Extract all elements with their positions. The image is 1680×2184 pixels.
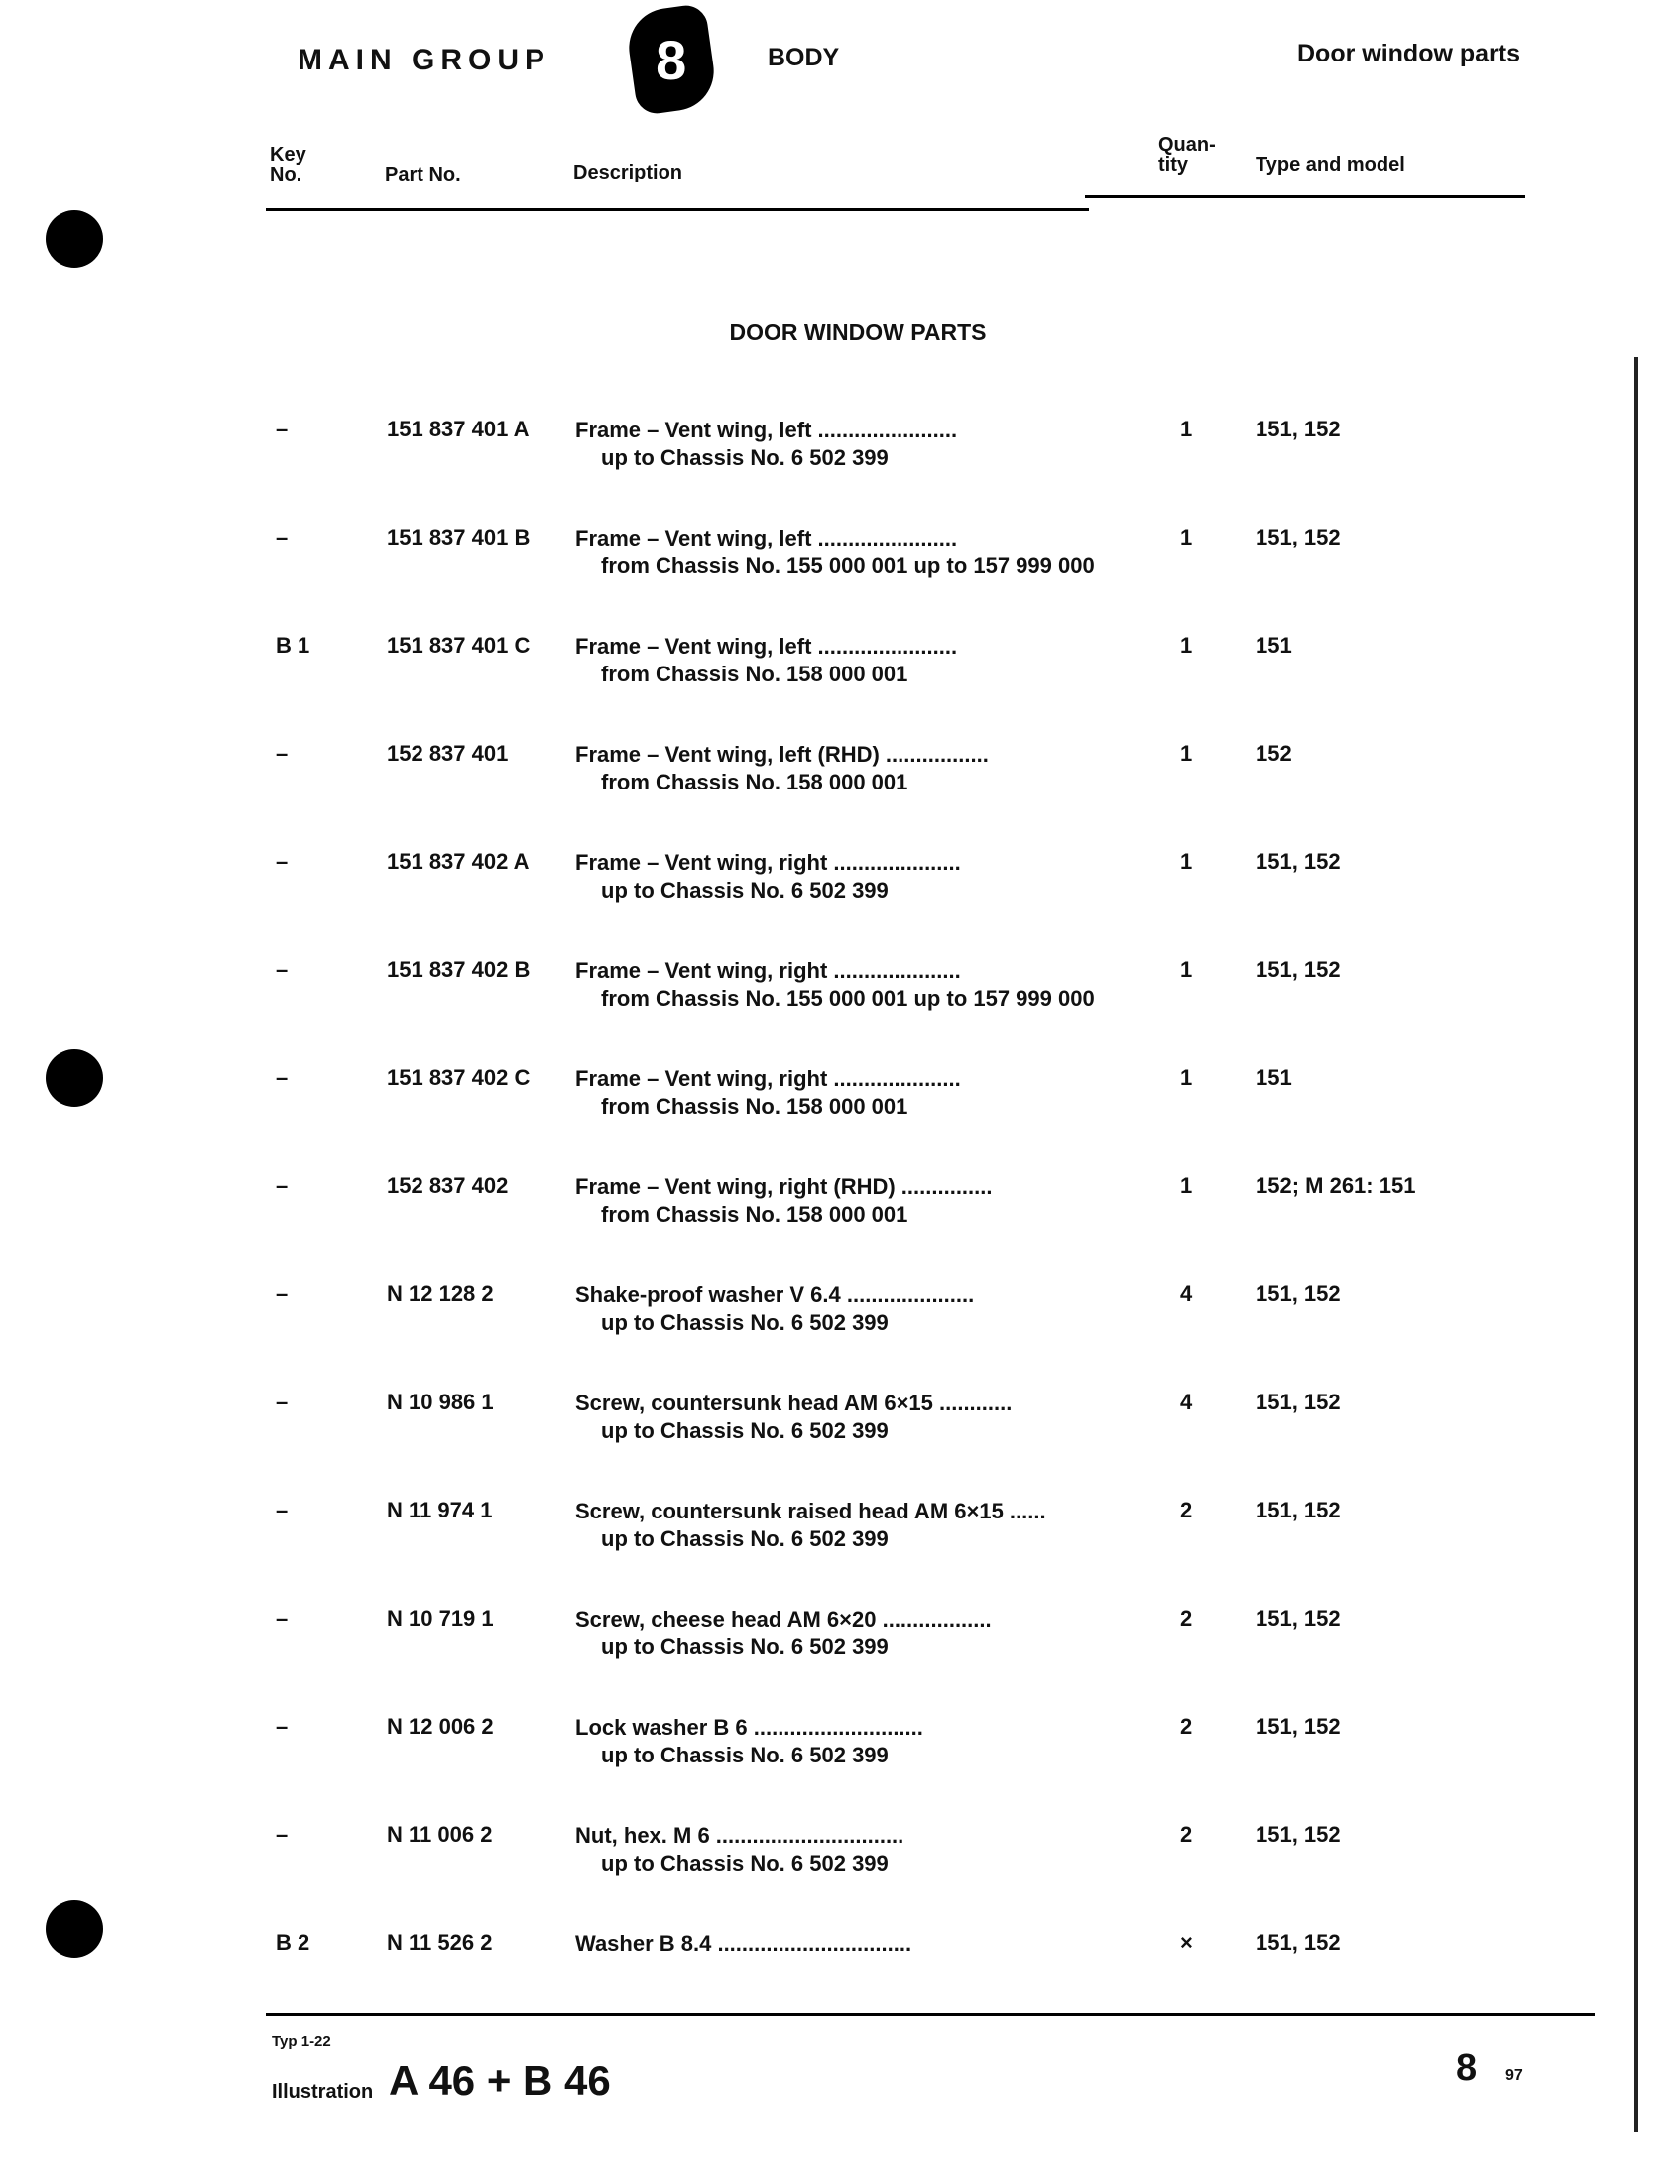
table-row — [0, 1822, 1680, 1930]
illustration-reference: A 46 + B 46 — [389, 2057, 611, 2104]
key-no-cell: – — [276, 417, 289, 441]
type-model-cell: 151, 152 — [1256, 1390, 1341, 1414]
part-no-cell: N 11 974 1 — [387, 1498, 493, 1522]
group-name: BODY — [768, 44, 840, 71]
key-no-cell: B 1 — [276, 633, 310, 658]
description-cell — [575, 633, 1148, 688]
description-chassis-note: from Chassis No. 155 000 001 up to 157 999 000 — [601, 986, 1095, 1011]
table-row — [0, 1281, 1680, 1390]
description-chassis-note: up to Chassis No. 6 502 399 — [601, 1418, 889, 1443]
page-number: 97 — [1505, 2067, 1523, 2084]
part-no-cell: 151 837 401 B — [387, 525, 531, 549]
header-rule-right — [1085, 195, 1525, 198]
column-key-no-line1: Key — [270, 144, 306, 166]
quantity-cell: 1 — [1180, 417, 1193, 441]
quantity-cell: 4 — [1180, 1281, 1193, 1306]
column-type-model: Type and model — [1256, 154, 1405, 176]
section-heading: DOOR WINDOW PARTS — [729, 319, 987, 345]
table-row — [0, 1606, 1680, 1714]
description-chassis-note: from Chassis No. 158 000 001 — [601, 1094, 908, 1119]
description-cell — [575, 525, 1148, 580]
type-model-cell: 151, 152 — [1256, 525, 1341, 549]
quantity-cell: 1 — [1180, 1065, 1193, 1090]
type-model-cell: 151, 152 — [1256, 1822, 1341, 1847]
column-key-no — [270, 145, 306, 184]
description-cell — [575, 417, 1148, 472]
description-line: Frame – Vent wing, right ..................... — [575, 958, 961, 983]
illustration-label: Illustration — [272, 2081, 374, 2103]
table-row — [0, 417, 1680, 525]
description-chassis-note: up to Chassis No. 6 502 399 — [601, 1635, 889, 1659]
part-no-cell: 151 837 402 C — [387, 1065, 531, 1090]
description-cell — [575, 1281, 1148, 1337]
quantity-cell: 1 — [1180, 1173, 1193, 1198]
description-cell — [575, 1498, 1148, 1553]
binder-hole-top — [46, 210, 103, 268]
part-no-cell: 152 837 401 — [387, 741, 509, 766]
column-quantity-line2: tity — [1158, 154, 1188, 176]
quantity-cell: 1 — [1180, 849, 1193, 874]
type-model-cell: 151, 152 — [1256, 957, 1341, 982]
description-line: Screw, countersunk raised head AM 6×15 ...... — [575, 1499, 1046, 1523]
table-row — [0, 1498, 1680, 1606]
main-group-label: MAIN GROUP — [298, 44, 550, 76]
description-line: Lock washer B 6 ............................ — [575, 1715, 923, 1740]
table-row — [0, 1930, 1680, 2038]
header-rule — [266, 208, 1089, 211]
description-line: Frame – Vent wing, right ..................... — [575, 850, 961, 875]
table-row — [0, 1390, 1680, 1498]
column-quantity-line1: Quan- — [1158, 134, 1216, 156]
key-no-cell: – — [276, 957, 289, 982]
description-cell — [575, 1822, 1148, 1878]
type-model-cell: 152 — [1256, 741, 1292, 766]
description-line: Frame – Vent wing, left ....................... — [575, 418, 958, 442]
group-number-badge — [624, 3, 719, 116]
description-chassis-note: from Chassis No. 155 000 001 up to 157 999 000 — [601, 553, 1095, 578]
part-no-cell: N 11 006 2 — [387, 1822, 493, 1847]
description-line: Shake-proof washer V 6.4 ..................... — [575, 1282, 975, 1307]
table-row — [0, 741, 1680, 849]
quantity-cell: 2 — [1180, 1822, 1193, 1847]
parts-table — [0, 417, 1680, 2038]
key-no-cell: – — [276, 741, 289, 766]
type-model-cell: 152; M 261: 151 — [1256, 1173, 1416, 1198]
description-chassis-note: from Chassis No. 158 000 001 — [601, 770, 908, 794]
type-model-cell: 151, 152 — [1256, 1498, 1341, 1522]
description-chassis-note: up to Chassis No. 6 502 399 — [601, 1743, 889, 1767]
table-row — [0, 1173, 1680, 1281]
key-no-cell: – — [276, 1498, 289, 1522]
description-line: Frame – Vent wing, left ....................... — [575, 526, 958, 550]
type-model-cell: 151 — [1256, 1065, 1292, 1090]
part-no-cell: 151 837 402 A — [387, 849, 530, 874]
description-cell — [575, 1390, 1148, 1445]
description-line: Screw, cheese head AM 6×20 .................. — [575, 1607, 992, 1632]
table-row — [0, 525, 1680, 633]
column-description: Description — [573, 162, 683, 183]
description-chassis-note: up to Chassis No. 6 502 399 — [601, 1851, 889, 1876]
key-no-cell: – — [276, 1173, 289, 1198]
quantity-cell: 2 — [1180, 1714, 1193, 1739]
description-cell — [575, 1173, 1148, 1229]
description-chassis-note: from Chassis No. 158 000 001 — [601, 662, 908, 686]
part-no-cell: 151 837 401 C — [387, 633, 531, 658]
type-model-cell: 151, 152 — [1256, 417, 1341, 441]
description-line: Nut, hex. M 6 ............................... — [575, 1823, 904, 1848]
column-part-no: Part No. — [385, 164, 461, 185]
type-model-cell: 151, 152 — [1256, 1281, 1341, 1306]
page-group-number: 8 — [1456, 2047, 1478, 2089]
description-line: Frame – Vent wing, right (RHD) ............... — [575, 1174, 993, 1199]
part-no-cell: N 11 526 2 — [387, 1930, 493, 1955]
section-title-header: Door window parts — [1297, 40, 1520, 67]
table-row — [0, 957, 1680, 1065]
type-model-cell: 151, 152 — [1256, 1714, 1341, 1739]
key-no-cell: – — [276, 1390, 289, 1414]
key-no-cell: – — [276, 1281, 289, 1306]
column-key-no-line2: No. — [270, 164, 302, 185]
quantity-cell: 2 — [1180, 1606, 1193, 1631]
part-no-cell: 152 837 402 — [387, 1173, 509, 1198]
key-no-cell: B 2 — [276, 1930, 310, 1955]
quantity-cell: × — [1180, 1930, 1193, 1955]
part-no-cell: N 10 719 1 — [387, 1606, 494, 1631]
part-no-cell: N 10 986 1 — [387, 1390, 494, 1414]
description-chassis-note: up to Chassis No. 6 502 399 — [601, 878, 889, 903]
table-row — [0, 849, 1680, 957]
key-no-cell: – — [276, 1822, 289, 1847]
description-chassis-note: up to Chassis No. 6 502 399 — [601, 1310, 889, 1335]
description-cell — [575, 1930, 1148, 1958]
description-cell — [575, 1606, 1148, 1661]
key-no-cell: – — [276, 849, 289, 874]
key-no-cell: – — [276, 525, 289, 549]
description-chassis-note: up to Chassis No. 6 502 399 — [601, 445, 889, 470]
description-cell — [575, 957, 1148, 1013]
quantity-cell: 1 — [1180, 741, 1193, 766]
description-cell — [575, 849, 1148, 905]
table-row — [0, 1065, 1680, 1173]
key-no-cell: – — [276, 1065, 289, 1090]
group-number: 8 — [656, 28, 687, 91]
part-no-cell: N 12 128 2 — [387, 1281, 494, 1306]
quantity-cell: 2 — [1180, 1498, 1193, 1522]
description-line: Frame – Vent wing, left ....................... — [575, 634, 958, 659]
table-row — [0, 1714, 1680, 1822]
type-model-cell: 151, 152 — [1256, 1606, 1341, 1631]
type-model-cell: 151 — [1256, 633, 1292, 658]
type-label: Typ 1-22 — [272, 2033, 331, 2050]
table-row — [0, 633, 1680, 741]
quantity-cell: 1 — [1180, 957, 1193, 982]
footer-rule — [266, 2013, 1595, 2016]
part-no-cell: N 12 006 2 — [387, 1714, 494, 1739]
quantity-cell: 1 — [1180, 633, 1193, 658]
key-no-cell: – — [276, 1606, 289, 1631]
description-chassis-note: from Chassis No. 158 000 001 — [601, 1202, 908, 1227]
part-no-cell: 151 837 402 B — [387, 957, 531, 982]
quantity-cell: 1 — [1180, 525, 1193, 549]
description-line: Washer B 8.4 ................................ — [575, 1931, 912, 1956]
type-model-cell: 151, 152 — [1256, 849, 1341, 874]
description-line: Frame – Vent wing, right ..................... — [575, 1066, 961, 1091]
part-no-cell: 151 837 401 A — [387, 417, 530, 441]
description-cell — [575, 1714, 1148, 1769]
description-line: Screw, countersunk head AM 6×15 ............ — [575, 1391, 1013, 1415]
description-line: Frame – Vent wing, left (RHD) ................. — [575, 742, 989, 767]
type-model-cell: 151, 152 — [1256, 1930, 1341, 1955]
quantity-cell: 4 — [1180, 1390, 1193, 1414]
key-no-cell: – — [276, 1714, 289, 1739]
column-quantity — [1158, 135, 1216, 175]
description-chassis-note: up to Chassis No. 6 502 399 — [601, 1526, 889, 1551]
description-cell — [575, 741, 1148, 796]
description-cell — [575, 1065, 1148, 1121]
